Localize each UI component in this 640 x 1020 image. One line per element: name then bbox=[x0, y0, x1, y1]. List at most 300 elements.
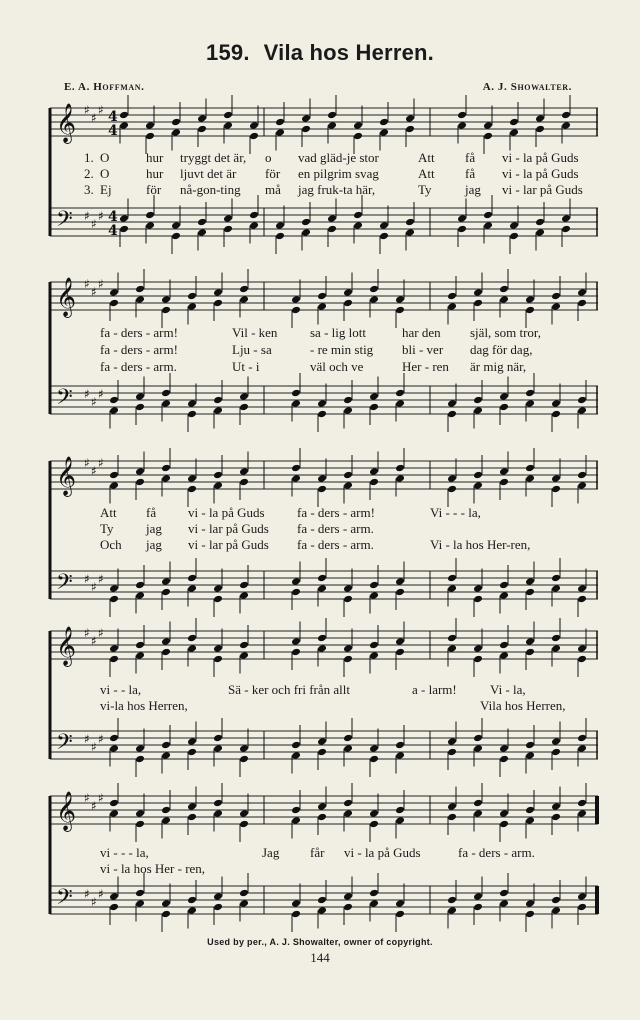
note-head bbox=[327, 214, 337, 223]
note-head bbox=[369, 820, 379, 829]
note-head bbox=[551, 748, 561, 757]
note-head bbox=[317, 748, 327, 757]
lyric-syllable: nå-gon-ting bbox=[180, 182, 241, 197]
note-head bbox=[109, 734, 119, 743]
note-head bbox=[343, 288, 353, 297]
lyric-syllable: fa - ders - arm. bbox=[297, 521, 374, 536]
note-head bbox=[525, 741, 535, 750]
note-head bbox=[223, 225, 233, 234]
lyric-syllable: få bbox=[465, 166, 476, 181]
note-head bbox=[171, 128, 181, 137]
note-head bbox=[135, 755, 145, 764]
note-head bbox=[291, 295, 301, 304]
note-head bbox=[135, 809, 145, 818]
note-head bbox=[197, 125, 207, 134]
lyric-line bbox=[60, 698, 600, 716]
sharp-icon: ♯ bbox=[98, 103, 104, 117]
note-head bbox=[135, 478, 145, 487]
note-head bbox=[473, 406, 483, 415]
treble-clef-icon: 𝄞 bbox=[56, 791, 77, 831]
lyric-syllable: är mig när, bbox=[470, 359, 527, 374]
sharp-icon: ♯ bbox=[84, 572, 90, 586]
note-head bbox=[317, 574, 327, 583]
note-head bbox=[395, 389, 405, 398]
note-head bbox=[291, 474, 301, 483]
note-head bbox=[135, 651, 145, 660]
note-head bbox=[499, 591, 509, 600]
time-signature: 4 bbox=[108, 109, 118, 125]
note-head bbox=[239, 467, 249, 476]
note-head bbox=[525, 588, 535, 597]
lyric-syllable: vi - lar på Guds bbox=[188, 521, 269, 536]
note-head bbox=[317, 302, 327, 311]
lyric-syllable: vi - la på Guds bbox=[502, 166, 579, 181]
note-head bbox=[551, 634, 561, 643]
note-head bbox=[499, 641, 509, 650]
note-head bbox=[499, 392, 509, 401]
note-head bbox=[317, 410, 327, 419]
note-head bbox=[395, 637, 405, 646]
lyric-syllable: vi - la på Guds bbox=[188, 505, 265, 520]
note-head bbox=[499, 403, 509, 412]
note-head bbox=[109, 299, 119, 308]
note-head bbox=[499, 651, 509, 660]
note-head bbox=[223, 121, 233, 130]
note-head bbox=[291, 741, 301, 750]
lyric-syllable: Lju - sa bbox=[232, 342, 272, 357]
note-head bbox=[161, 899, 171, 908]
note-head bbox=[395, 588, 405, 597]
note-head bbox=[369, 285, 379, 294]
note-head bbox=[577, 288, 587, 297]
note-head bbox=[109, 903, 119, 912]
note-head bbox=[291, 648, 301, 657]
note-head bbox=[187, 474, 197, 483]
note-head bbox=[551, 584, 561, 593]
note-head bbox=[447, 574, 457, 583]
note-head bbox=[447, 737, 457, 746]
lyric-syllable: Jag bbox=[262, 845, 280, 860]
hymn-number: 159. bbox=[206, 40, 250, 65]
lyric-syllable: själ, som tror, bbox=[470, 325, 541, 340]
note-head bbox=[135, 285, 145, 294]
note-head bbox=[239, 295, 249, 304]
note-head bbox=[447, 292, 457, 301]
lyric-syllable: sa - lig lott bbox=[310, 325, 366, 340]
treble-clef-icon: 𝄞 bbox=[56, 626, 77, 666]
note-head bbox=[473, 734, 483, 743]
note-head bbox=[525, 474, 535, 483]
note-head bbox=[109, 655, 119, 664]
note-head bbox=[447, 584, 457, 593]
note-head bbox=[561, 214, 571, 223]
note-head bbox=[317, 584, 327, 593]
note-head bbox=[473, 644, 483, 653]
note-head bbox=[239, 899, 249, 908]
note-head bbox=[395, 464, 405, 473]
page-number: 144 bbox=[310, 950, 330, 965]
note-head bbox=[171, 232, 181, 241]
note-head bbox=[109, 595, 119, 604]
note-head bbox=[551, 574, 561, 583]
lyric-syllable: fa - ders - arm. bbox=[458, 845, 535, 860]
note-head bbox=[551, 644, 561, 653]
note-head bbox=[301, 228, 311, 237]
note-head bbox=[187, 737, 197, 746]
lyric-syllable: Att bbox=[418, 150, 435, 165]
note-head bbox=[187, 574, 197, 583]
note-head bbox=[119, 111, 129, 120]
lyric-syllable: tryggt det är, bbox=[180, 150, 247, 165]
lyric-syllable: Vila hos Herren, bbox=[480, 698, 566, 713]
note-head bbox=[447, 906, 457, 915]
sharp-icon: ♯ bbox=[84, 732, 90, 746]
note-head bbox=[239, 820, 249, 829]
note-head bbox=[213, 471, 223, 480]
lyric-syllable: Sä - ker och fri från allt bbox=[228, 682, 351, 697]
note-head bbox=[447, 813, 457, 822]
copyright-notice: Used by per., A. J. Showalter, owner of copyright. bbox=[207, 937, 433, 947]
note-head bbox=[577, 744, 587, 753]
note-head bbox=[213, 299, 223, 308]
note-head bbox=[291, 464, 301, 473]
note-head bbox=[447, 644, 457, 653]
note-head bbox=[317, 485, 327, 494]
note-head bbox=[187, 644, 197, 653]
lyric-syllable: hur bbox=[146, 150, 164, 165]
note-head bbox=[135, 295, 145, 304]
bass-clef-icon: 𝄢 bbox=[56, 730, 73, 760]
lyric-syllable: vi - lar på Guds bbox=[502, 182, 583, 197]
verse-number: 2. bbox=[84, 166, 94, 181]
sharp-icon: ♯ bbox=[98, 456, 104, 470]
note-head bbox=[473, 584, 483, 593]
note-head bbox=[161, 741, 171, 750]
note-head bbox=[291, 751, 301, 760]
note-head bbox=[239, 809, 249, 818]
note-head bbox=[187, 292, 197, 301]
note-head bbox=[317, 644, 327, 653]
note-head bbox=[343, 481, 353, 490]
note-head bbox=[213, 288, 223, 297]
note-head bbox=[509, 221, 519, 230]
lyric-line bbox=[60, 861, 600, 879]
sharp-icon: ♯ bbox=[84, 626, 90, 640]
note-head bbox=[239, 285, 249, 294]
note-head bbox=[343, 809, 353, 818]
sharp-icon: ♯ bbox=[84, 791, 90, 805]
note-head bbox=[213, 396, 223, 405]
note-head bbox=[499, 581, 509, 590]
sharp-icon: ♯ bbox=[98, 277, 104, 291]
note-head bbox=[577, 892, 587, 901]
note-head bbox=[213, 655, 223, 664]
sharp-icon: ♯ bbox=[98, 209, 104, 223]
note-head bbox=[369, 744, 379, 753]
note-head bbox=[561, 111, 571, 120]
note-head bbox=[535, 218, 545, 227]
note-head bbox=[291, 910, 301, 919]
note-head bbox=[499, 889, 509, 898]
lyric-syllable: vi - la på Guds bbox=[502, 150, 579, 165]
note-head bbox=[369, 295, 379, 304]
note-head bbox=[187, 302, 197, 311]
note-head bbox=[447, 302, 457, 311]
note-head bbox=[473, 471, 483, 480]
note-head bbox=[577, 396, 587, 405]
note-head bbox=[317, 813, 327, 822]
note-head bbox=[187, 802, 197, 811]
lyric-line bbox=[60, 342, 600, 360]
sharp-icon: ♯ bbox=[84, 209, 90, 223]
sharp-icon: ♯ bbox=[91, 799, 97, 813]
lyric-syllable: dag för dag, bbox=[470, 342, 533, 357]
note-head bbox=[223, 111, 233, 120]
time-signature: 4 bbox=[108, 123, 118, 139]
sharp-icon: ♯ bbox=[91, 217, 97, 231]
lyric-syllable: fa - ders - arm! bbox=[100, 325, 178, 340]
note-head bbox=[119, 121, 129, 130]
note-head bbox=[161, 577, 171, 586]
note-head bbox=[577, 481, 587, 490]
note-head bbox=[135, 591, 145, 600]
note-head bbox=[353, 121, 363, 130]
note-head bbox=[187, 906, 197, 915]
note-head bbox=[395, 899, 405, 908]
note-head bbox=[577, 406, 587, 415]
lyric-syllable: vi - - la, bbox=[100, 682, 142, 697]
note-head bbox=[551, 410, 561, 419]
lyric-line bbox=[60, 537, 600, 555]
lyric-syllable: Her - ren bbox=[402, 359, 449, 374]
note-head bbox=[473, 288, 483, 297]
note-head bbox=[135, 889, 145, 898]
note-head bbox=[577, 655, 587, 664]
note-head bbox=[499, 755, 509, 764]
note-head bbox=[291, 389, 301, 398]
sharp-icon: ♯ bbox=[91, 464, 97, 478]
sharp-icon: ♯ bbox=[84, 277, 90, 291]
note-head bbox=[551, 906, 561, 915]
note-head bbox=[317, 399, 327, 408]
time-signature: 4 bbox=[108, 209, 118, 225]
note-head bbox=[405, 114, 415, 123]
note-head bbox=[317, 802, 327, 811]
note-head bbox=[135, 820, 145, 829]
note-head bbox=[535, 114, 545, 123]
note-head bbox=[239, 478, 249, 487]
lyric-syllable: får bbox=[310, 845, 325, 860]
note-head bbox=[379, 221, 389, 230]
note-head bbox=[317, 634, 327, 643]
note-head bbox=[551, 474, 561, 483]
note-head bbox=[291, 399, 301, 408]
lyric-syllable: jag bbox=[465, 182, 481, 197]
note-head bbox=[483, 132, 493, 141]
lyric-syllable: vi - la på Guds bbox=[344, 845, 421, 860]
note-head bbox=[395, 751, 405, 760]
note-head bbox=[457, 225, 467, 234]
note-head bbox=[369, 651, 379, 660]
note-head bbox=[317, 474, 327, 483]
note-head bbox=[145, 132, 155, 141]
composer-credit: A. J. Showalter. bbox=[482, 81, 572, 93]
note-head bbox=[109, 584, 119, 593]
note-head bbox=[109, 892, 119, 901]
note-head bbox=[577, 903, 587, 912]
lyric-syllable: jag fruk-ta här, bbox=[298, 182, 376, 197]
note-head bbox=[473, 595, 483, 604]
note-head bbox=[317, 737, 327, 746]
note-head bbox=[317, 292, 327, 301]
sharp-icon: ♯ bbox=[91, 740, 97, 754]
lyric-syllable: få bbox=[146, 505, 157, 520]
treble-clef-icon: 𝄞 bbox=[56, 456, 77, 496]
lyric-syllable: vi - la hos Her - ren, bbox=[100, 861, 206, 876]
note-head bbox=[457, 111, 467, 120]
note-head bbox=[525, 806, 535, 815]
bass-clef-icon: 𝄢 bbox=[56, 570, 73, 600]
note-head bbox=[213, 809, 223, 818]
note-head bbox=[109, 406, 119, 415]
lyric-syllable: vi - - - la, bbox=[100, 845, 149, 860]
note-head bbox=[291, 899, 301, 908]
sharp-icon: ♯ bbox=[91, 580, 97, 594]
note-head bbox=[525, 910, 535, 919]
note-head bbox=[395, 577, 405, 586]
note-head bbox=[187, 399, 197, 408]
note-head bbox=[509, 232, 519, 241]
note-head bbox=[327, 225, 337, 234]
sharp-icon: ♯ bbox=[98, 387, 104, 401]
note-head bbox=[109, 744, 119, 753]
lyricist-credit: E. A. Hoffman. bbox=[64, 81, 145, 93]
verse-number: 1. bbox=[84, 150, 94, 165]
note-head bbox=[161, 306, 171, 315]
lyric-syllable: vi - lar på Guds bbox=[188, 537, 269, 552]
note-head bbox=[187, 634, 197, 643]
note-head bbox=[213, 406, 223, 415]
note-head bbox=[135, 467, 145, 476]
note-head bbox=[135, 392, 145, 401]
lyric-syllable: vad gläd-je stor bbox=[298, 150, 379, 165]
note-head bbox=[135, 641, 145, 650]
note-head bbox=[187, 896, 197, 905]
note-head bbox=[197, 114, 207, 123]
bass-clef-icon: 𝄢 bbox=[56, 207, 73, 237]
note-head bbox=[239, 744, 249, 753]
note-head bbox=[509, 118, 519, 127]
note-head bbox=[343, 734, 353, 743]
note-head bbox=[109, 809, 119, 818]
note-head bbox=[447, 748, 457, 757]
note-head bbox=[249, 132, 259, 141]
lyric-syllable: o bbox=[265, 150, 272, 165]
note-head bbox=[161, 399, 171, 408]
note-head bbox=[161, 464, 171, 473]
note-head bbox=[395, 816, 405, 825]
note-head bbox=[369, 809, 379, 818]
note-head bbox=[369, 641, 379, 650]
note-head bbox=[395, 474, 405, 483]
note-head bbox=[343, 799, 353, 808]
note-head bbox=[369, 889, 379, 898]
note-head bbox=[353, 221, 363, 230]
note-head bbox=[353, 132, 363, 141]
sharp-icon: ♯ bbox=[98, 887, 104, 901]
note-head bbox=[161, 751, 171, 760]
note-head bbox=[535, 125, 545, 134]
note-head bbox=[343, 406, 353, 415]
note-head bbox=[317, 906, 327, 915]
note-head bbox=[161, 648, 171, 657]
note-head bbox=[551, 292, 561, 301]
lyric-syllable: fa - ders - arm. bbox=[100, 359, 177, 374]
note-head bbox=[369, 581, 379, 590]
note-head bbox=[343, 299, 353, 308]
note-head bbox=[213, 584, 223, 593]
note-head bbox=[145, 221, 155, 230]
lyric-line bbox=[60, 325, 600, 343]
note-head bbox=[561, 225, 571, 234]
treble-clef-icon: 𝄞 bbox=[56, 103, 77, 143]
note-head bbox=[145, 121, 155, 130]
note-head bbox=[239, 755, 249, 764]
note-head bbox=[239, 392, 249, 401]
note-head bbox=[197, 228, 207, 237]
note-head bbox=[275, 232, 285, 241]
note-head bbox=[135, 403, 145, 412]
verse-number: 3. bbox=[84, 182, 94, 197]
note-head bbox=[223, 214, 233, 223]
lyric-syllable: Att bbox=[418, 166, 435, 181]
note-head bbox=[499, 899, 509, 908]
sharp-icon: ♯ bbox=[91, 634, 97, 648]
note-head bbox=[109, 799, 119, 808]
lyric-syllable: en pilgrim svag bbox=[298, 166, 379, 181]
note-head bbox=[551, 802, 561, 811]
lyric-syllable: ljuvt det är bbox=[180, 166, 237, 181]
note-head bbox=[291, 306, 301, 315]
sharp-icon: ♯ bbox=[98, 626, 104, 640]
note-head bbox=[161, 389, 171, 398]
note-head bbox=[275, 221, 285, 230]
note-head bbox=[577, 299, 587, 308]
note-head bbox=[301, 125, 311, 134]
sharp-icon: ♯ bbox=[84, 103, 90, 117]
note-head bbox=[525, 577, 535, 586]
note-head bbox=[343, 744, 353, 753]
note-head bbox=[395, 306, 405, 315]
note-head bbox=[109, 288, 119, 297]
note-head bbox=[405, 228, 415, 237]
note-head bbox=[343, 595, 353, 604]
note-head bbox=[249, 121, 259, 130]
note-head bbox=[447, 474, 457, 483]
note-head bbox=[369, 467, 379, 476]
note-head bbox=[447, 634, 457, 643]
note-head bbox=[499, 285, 509, 294]
note-head bbox=[239, 403, 249, 412]
note-head bbox=[213, 903, 223, 912]
note-head bbox=[369, 755, 379, 764]
note-head bbox=[317, 896, 327, 905]
note-head bbox=[525, 648, 535, 657]
note-head bbox=[369, 899, 379, 908]
note-head bbox=[275, 128, 285, 137]
note-head bbox=[379, 128, 389, 137]
note-head bbox=[457, 214, 467, 223]
